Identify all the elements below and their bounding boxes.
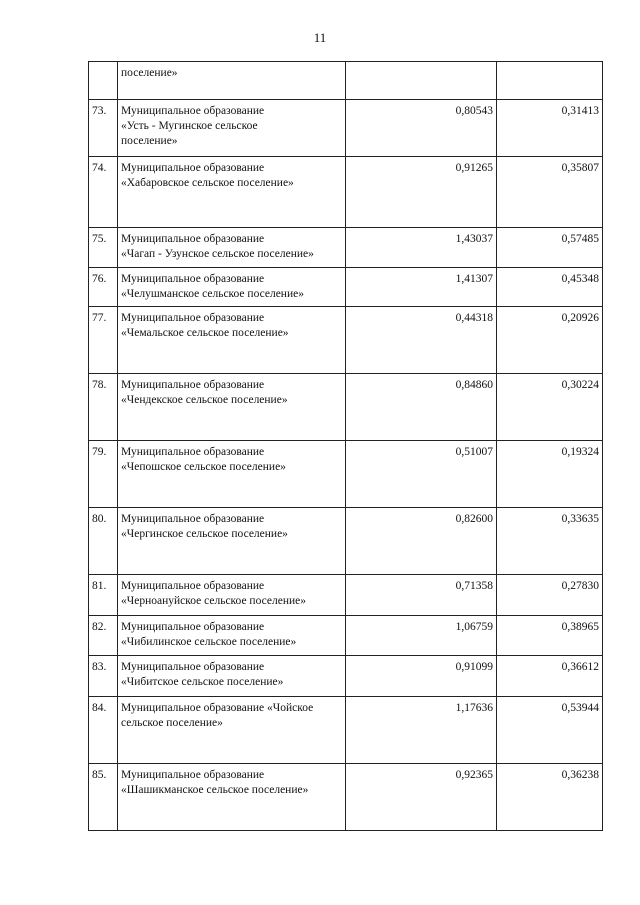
table-row bbox=[89, 100, 603, 157]
row-name: Муниципальное образование «Чибилинское сельское поселение» bbox=[118, 616, 346, 656]
row-value-1: 0,80543 bbox=[346, 100, 497, 157]
row-number: 85. bbox=[89, 764, 118, 831]
row-value-2: 0,36612 bbox=[497, 656, 603, 697]
row-value-2: 0,20926 bbox=[497, 307, 603, 374]
table-row bbox=[89, 616, 603, 656]
row-name: Муниципальное образование «Чендекское сельское поселение» bbox=[118, 374, 346, 441]
row-number: 81. bbox=[89, 575, 118, 616]
row-number: 75. bbox=[89, 228, 118, 268]
row-number: 77. bbox=[89, 307, 118, 374]
table-row bbox=[89, 62, 603, 100]
row-value-1: 0,44318 bbox=[346, 307, 497, 374]
table-row bbox=[89, 157, 603, 228]
table-row bbox=[89, 268, 603, 307]
row-value-2: 0,35807 bbox=[497, 157, 603, 228]
row-number: 84. bbox=[89, 697, 118, 764]
row-value-2: 0,36238 bbox=[497, 764, 603, 831]
row-number bbox=[89, 62, 118, 100]
table-row bbox=[89, 228, 603, 268]
row-value-2: 0,57485 bbox=[497, 228, 603, 268]
row-value-2: 0,53944 bbox=[497, 697, 603, 764]
table-row bbox=[89, 697, 603, 764]
municipal-table bbox=[88, 61, 603, 831]
row-value-1: 1,43037 bbox=[346, 228, 497, 268]
row-number: 76. bbox=[89, 268, 118, 307]
row-name: Муниципальное образование «Шашикманское сельское поселение» bbox=[118, 764, 346, 831]
row-number: 83. bbox=[89, 656, 118, 697]
row-value-2: 0,31413 bbox=[497, 100, 603, 157]
row-name: Муниципальное образование «Хабаровское сельское поселение» bbox=[118, 157, 346, 228]
row-value-1 bbox=[346, 62, 497, 100]
row-name: Муниципальное образование «Чойское сельское поселение» bbox=[118, 697, 346, 764]
row-name: Муниципальное образование «Чемальское сельское поселение» bbox=[118, 307, 346, 374]
row-value-2: 0,27830 bbox=[497, 575, 603, 616]
row-value-2: 0,38965 bbox=[497, 616, 603, 656]
row-value-2: 0,33635 bbox=[497, 508, 603, 575]
row-name: Муниципальное образование «Усть - Мугинское сельское поселение» bbox=[118, 100, 346, 157]
row-value-1: 0,84860 bbox=[346, 374, 497, 441]
row-name: Муниципальное образование «Черноануйское сельское поселение» bbox=[118, 575, 346, 616]
row-name: Муниципальное образование «Челушманское сельское поселение» bbox=[118, 268, 346, 307]
row-number: 79. bbox=[89, 441, 118, 508]
table-row bbox=[89, 764, 603, 831]
row-value-2: 0,45348 bbox=[497, 268, 603, 307]
table-row bbox=[89, 508, 603, 575]
row-value-1: 1,41307 bbox=[346, 268, 497, 307]
table-row bbox=[89, 656, 603, 697]
row-value-1: 1,06759 bbox=[346, 616, 497, 656]
row-number: 73. bbox=[89, 100, 118, 157]
row-number: 74. bbox=[89, 157, 118, 228]
row-value-2 bbox=[497, 62, 603, 100]
page-number: 11 bbox=[313, 30, 327, 45]
row-value-2: 0,30224 bbox=[497, 374, 603, 441]
row-value-2: 0,19324 bbox=[497, 441, 603, 508]
row-value-1: 1,17636 bbox=[346, 697, 497, 764]
row-name: Муниципальное образование «Чагап - Узунское сельское поселение» bbox=[118, 228, 346, 268]
row-number: 82. bbox=[89, 616, 118, 656]
row-number: 78. bbox=[89, 374, 118, 441]
row-name: поселение» bbox=[118, 62, 346, 100]
table-row bbox=[89, 441, 603, 508]
row-number: 80. bbox=[89, 508, 118, 575]
table-row bbox=[89, 575, 603, 616]
row-name: Муниципальное образование «Чибитское сельское поселение» bbox=[118, 656, 346, 697]
row-value-1: 0,91265 bbox=[346, 157, 497, 228]
table-row bbox=[89, 307, 603, 374]
row-name: Муниципальное образование «Чепошское сельское поселение» bbox=[118, 441, 346, 508]
row-value-1: 0,82600 bbox=[346, 508, 497, 575]
row-value-1: 0,91099 bbox=[346, 656, 497, 697]
row-name: Муниципальное образование «Чергинское сельское поселение» bbox=[118, 508, 346, 575]
table-row bbox=[89, 374, 603, 441]
row-value-1: 0,51007 bbox=[346, 441, 497, 508]
row-value-1: 0,92365 bbox=[346, 764, 497, 831]
row-value-1: 0,71358 bbox=[346, 575, 497, 616]
